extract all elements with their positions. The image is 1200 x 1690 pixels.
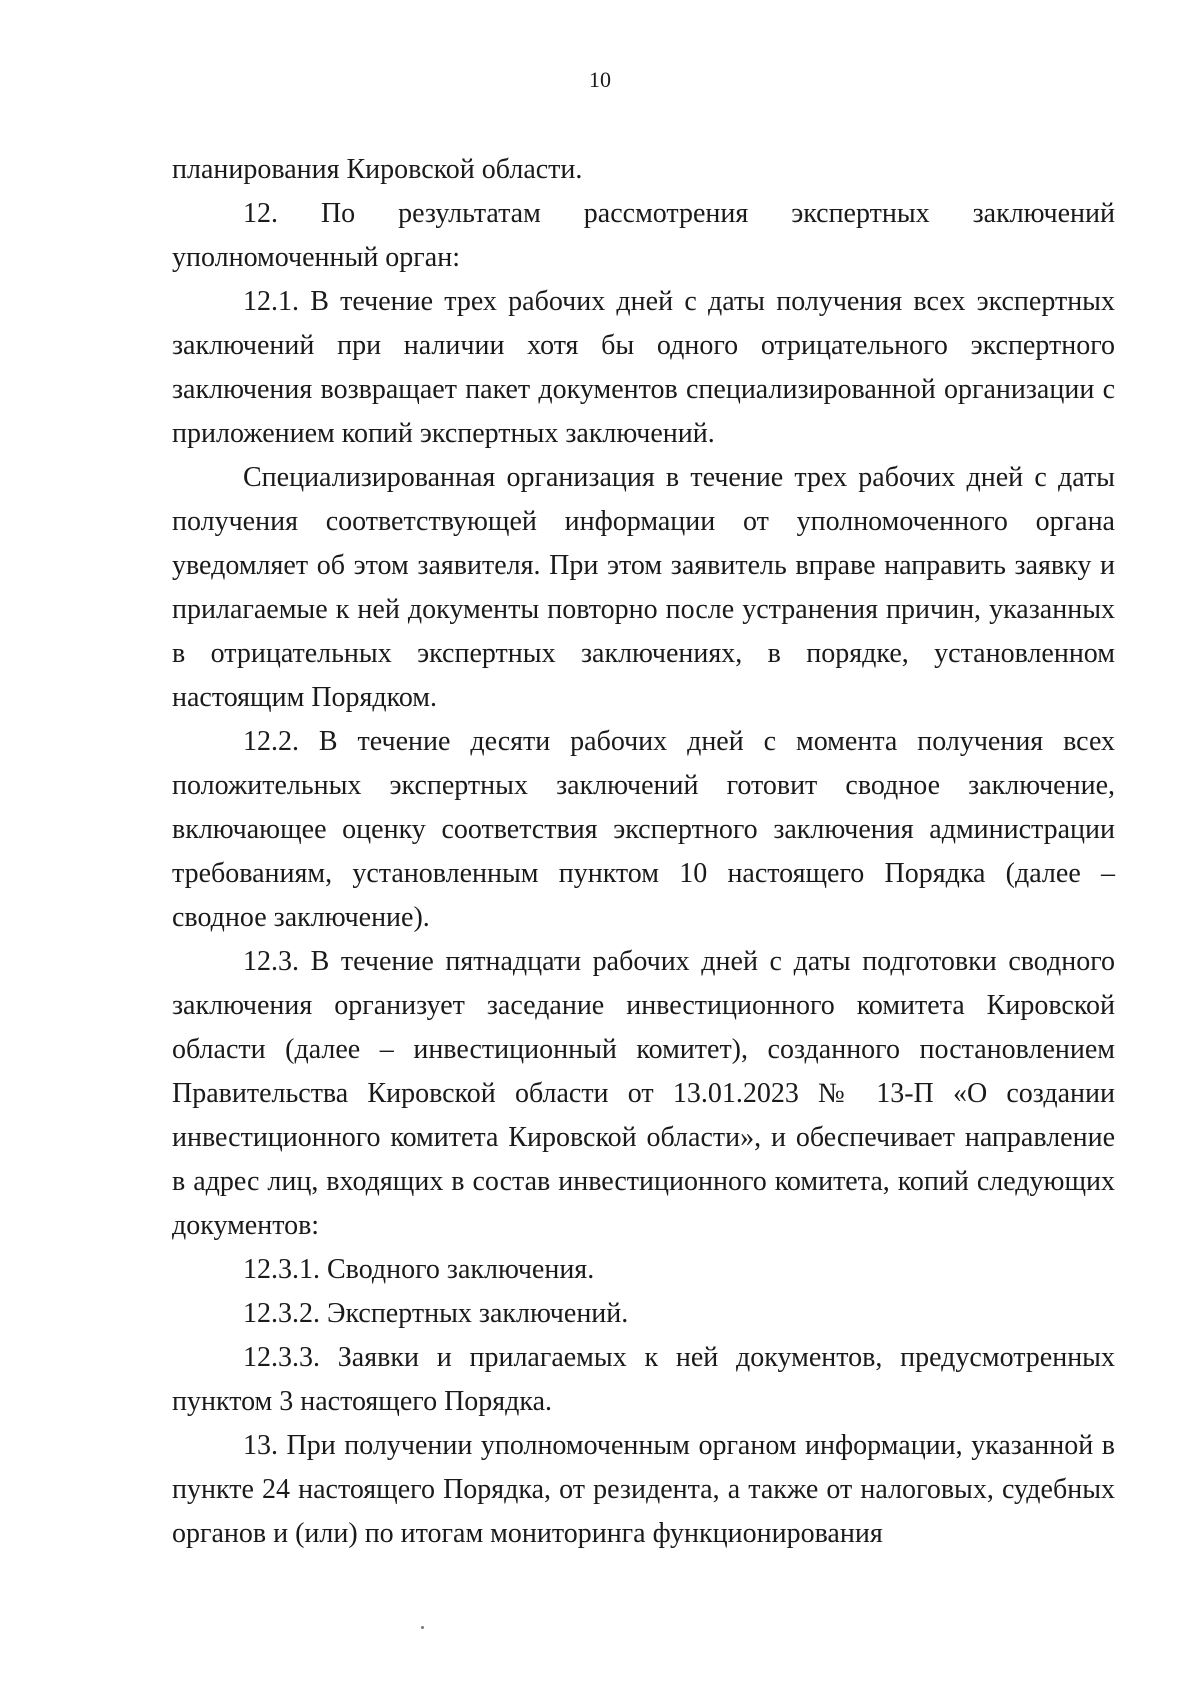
paragraph-12-2: 12.2. В течение десяти рабочих дней с момента получения всех положительных экспертных заключений готовит сводное заключение, включающее оценку соответствия экспертного заключения администрации требованиям, установленным пунктом 10 настоящего Порядка (далее – сводное заключение). bbox=[172, 726, 1115, 933]
paragraph-12: 12. По результатам рассмотрения экспертных заключений уполномоченный орган: bbox=[172, 198, 1115, 273]
paragraph-specialized-organization: Специализированная организация в течение трех рабочих дней с даты получения соответствующей информации от уполномоченного органа уведомляет об этом заявителя. При этом заявитель вправе направить заявку и прилагаемые к ней документы повторно после устранения причин, указанных в отрицательных экспертных заключениях, в порядке, установленном настоящим Порядком. bbox=[172, 462, 1115, 713]
paragraph-12-3-2: 12.3.2. Экспертных заключений. bbox=[243, 1298, 629, 1329]
paragraph-12-1: 12.1. В течение трех рабочих дней с даты получения всех экспертных заключений при наличии хотя бы одного отрицательного экспертного заключения возвращает пакет документов специализированной организации с приложением копий экспертных заключений. bbox=[172, 286, 1115, 449]
page-number: 10 bbox=[589, 67, 611, 92]
paragraph-12-3-1: 12.3.1. Сводного заключения. bbox=[243, 1254, 595, 1285]
paragraph-12-3-3: 12.3.3. Заявки и прилагаемых к ней документов, предусмотренных пунктом 3 настоящего Порядка. bbox=[172, 1342, 1115, 1417]
paragraph-continuation: планирования Кировской области. bbox=[172, 154, 583, 185]
scan-dot bbox=[421, 1626, 424, 1629]
document-body bbox=[172, 148, 1115, 1556]
paragraph-13: 13. При получении уполномоченным органом информации, указанной в пункте 24 настоящего Порядка, от резидента, а также от налоговых, судебных органов и (или) по итогам мониторинга функционирования bbox=[172, 1430, 1115, 1549]
paragraph-12-3: 12.3. В течение пятнадцати рабочих дней с даты подготовки сводного заключения организует заседание инвестиционного комитета Кировской области (далее – инвестиционный комитет), созданного постановлением Правительства Кировской области от 13.01.2023 № 13-П «О создании инвестиционного комитета Кировской области», и обеспечивает направление в адрес лиц, входящих в состав инвестиционного комитета, копий следующих документов: bbox=[172, 946, 1115, 1241]
